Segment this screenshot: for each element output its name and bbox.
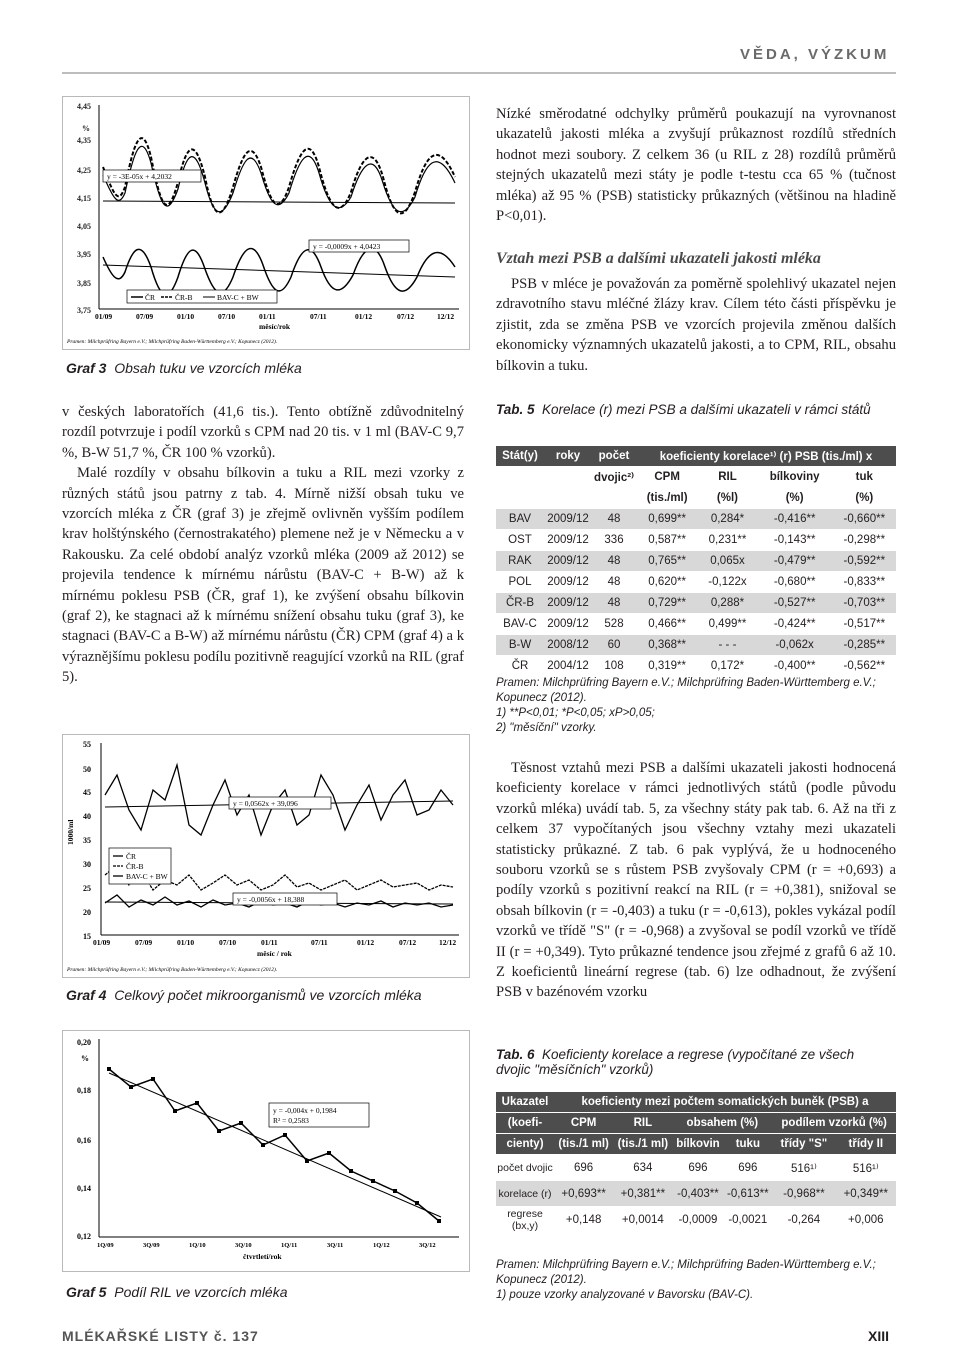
right-paragraph-1: Nízké směrodatné odchylky průměrů poukazují na vyrovnanost ukazatelů jakosti mléka a zvyšují průkaznost rozdílů středních hodnot mezi soubory. Z celkem 36 (u RIL z 28) rozdílů průměrů stejných ukazatelů mezi státy je podle t-testu cca 65 % (tučnost mléka) až 95 % (PSB) statisticky průkazných (většinou na hladině P<0,01). [496, 106, 896, 225]
table5-cell: -0,285** [833, 635, 896, 656]
g3-xtick: 12/12 [437, 312, 455, 321]
table5-cell: 0,288* [698, 593, 756, 614]
table5-cell: -0,703** [833, 593, 896, 614]
t5-h-unit: (%) [757, 488, 833, 509]
t5-h-unit: (%) [833, 488, 896, 509]
table6-cell: +0,148 [554, 1207, 613, 1233]
t6-h-share: podílem vzorků (%) [772, 1113, 896, 1134]
table6-cell: -0,0009 [672, 1207, 723, 1233]
g4-xtick: 07/12 [399, 938, 417, 947]
table5-row [496, 572, 896, 593]
graph3-svg [63, 97, 469, 349]
t5-h-pairs: dvojic²⁾ [592, 467, 636, 488]
t6-h-indicator: Ukazatel [496, 1092, 554, 1113]
table5-cell: 2009/12 [544, 551, 592, 572]
t5-h-years: roky [544, 446, 592, 467]
t6-h-top: koeficienty mezi počtem somatických buněk (PSB) a [554, 1092, 896, 1113]
table5-cell: -0,680** [757, 572, 833, 593]
table5-cell: 0,368** [636, 635, 698, 656]
table5-cell: 2008/12 [544, 635, 592, 656]
table5-caption: Tab. 5 Korelace (r) mezi PSB a dalšími ukazateli v rámci států [496, 402, 871, 417]
table6-row [496, 1181, 896, 1207]
footer-page-number: XIII [868, 1328, 890, 1344]
g4-legend: BAV-C + BW [126, 872, 168, 881]
t6-h-content: obsahem (%) [672, 1113, 772, 1134]
g5-xtick: 1Q/09 [97, 1242, 114, 1249]
table5-cell: 2009/12 [544, 593, 592, 614]
g5-ytick: 0,20 [77, 1038, 91, 1047]
g4-xtick: 07/09 [135, 938, 153, 947]
table5-cell: 0,499** [698, 614, 756, 635]
table6-cell: 634 [613, 1155, 672, 1181]
section-title: Vztah mezi PSB a dalšími ukazateli jakosti mléka [496, 250, 821, 267]
left-paragraph-1: v českých laboratořích (41,6 tis.). Tento obtížně zdůvodnitelný rozdíl potvrzuje i podíl vzorků s CPM nad 20 tis. v 1 ml (BAV-C 9,7 %, B-W 51,7 %, ČR 100 % vzorků). [62, 404, 464, 461]
g4-ytick: 15 [83, 932, 91, 941]
table5-row [496, 635, 896, 656]
g3-xtick: 01/12 [355, 312, 373, 321]
g3-legend: BAV-C + BW [217, 293, 259, 302]
table5-cell: 2009/12 [544, 614, 592, 635]
t5-h-fat: tuk [833, 467, 896, 488]
table5-cell: 0,231** [698, 530, 756, 551]
g3-xtick: 07/12 [397, 312, 415, 321]
table5-row [496, 551, 896, 572]
g3-xtick: 07/09 [136, 312, 154, 321]
table5-cell: -0,122x [698, 572, 756, 593]
table6-cell: +0,381** [613, 1181, 672, 1207]
g5-ytick: 0,16 [77, 1136, 91, 1145]
table5-cell: -0,298** [833, 530, 896, 551]
g3-eq2: y = -0,0009x + 4,0423 [313, 242, 381, 251]
g3-xtick: 07/11 [310, 312, 327, 321]
table6 [496, 1092, 896, 1233]
left-paragraph-2: Malé rozdíly v obsahu bílkovin a tuku a RIL mezi vzorky z různých států jsou patrny z tab. 4. Mírně nižší obsah tuku ve vzorcích mléka z ČR (graf 3) je zřejmě ovlivněn vyšším podílem krav holštýnského (černostrakatého) plemene než je v Německu a v Rakousku. Za celé období analýz vzorků mléka (2009 až 2012) se projevila tendence k mírnému nárůstu (BAV-C + B-W) až k mírnému poklesu PSB (ČR, graf 1), ke zvýšení obsahu bílkovin (graf 2), ke stagnaci až k mírnému snížení obsahu tuku (graf 3), ke stagnaci (BAV-C a B-W) až mírnému nárůstu (ČR) CPM (graf 4) a k výraznějšímu poklesu podílu pozitivně reagující vzorků na RIL (graf 5). [62, 465, 464, 686]
g4-eq1: y = 0,0562x + 39,096 [233, 799, 298, 808]
t6-h-ril: RIL [613, 1113, 672, 1134]
g5-eq1: y = -0,004x + 0,1984 [273, 1106, 337, 1115]
g4-eq2: y = -0,0056x + 18,388 [237, 895, 305, 904]
table5-cell: 0,319** [636, 656, 698, 677]
right-paragraph-2: PSB v mléce je považován za poměrně spolehlivý ukazatel nejen zdravotního stavu mléčné žlázy krav. Cílem této části příspěvku je zjistit, zda se změna PSB ve vzorcích projevila změnou dalších ekonomicky významných ukazatelů jakosti, a to CPM, RIL, obsahu bílkovin a tuku. [496, 276, 896, 374]
table6-row-label: korelace (r) [496, 1181, 554, 1207]
t5-h-protein: bílkoviny [757, 467, 833, 488]
table6-cell: 696 [723, 1155, 772, 1181]
t5-h-coef: koeficienty korelace¹⁾ (r) PSB (tis./ml) x [636, 446, 896, 467]
g3-ytick: % [82, 124, 90, 133]
g3-xtick: 01/09 [95, 312, 113, 321]
t6-h-cpm: CPM [554, 1113, 613, 1134]
table5-cell: ČR [496, 656, 544, 677]
table6-row-label: počet dvojic [496, 1155, 554, 1181]
g4-ytick: 35 [83, 836, 91, 845]
table6-row-label: regrese (bx,y) [496, 1207, 554, 1233]
g3-xlabel: měsíc/rok [259, 322, 291, 331]
g5-ytick: 0,18 [77, 1086, 91, 1095]
section-header: VĚDA, VÝZKUM [740, 46, 890, 63]
table5-row [496, 614, 896, 635]
t6-h-bot: (tis./1 ml) [613, 1134, 672, 1155]
table5-cell: 2009/12 [544, 572, 592, 593]
g4-xtick: 01/11 [261, 938, 278, 947]
graph5-caption: Graf 5 Podíl RIL ve vzorcích mléka [66, 1284, 288, 1300]
t6-h-indicator: (koefi- [496, 1113, 554, 1134]
table5-row [496, 509, 896, 530]
table5-cell: 48 [592, 509, 636, 530]
graph5-figure [62, 1030, 470, 1272]
table5-cell: 0,172* [698, 656, 756, 677]
g5-ytick: 0,12 [77, 1232, 91, 1241]
table6-cell: 696 [672, 1155, 723, 1181]
table5-cell: 0,699** [636, 509, 698, 530]
table5-cell: BAV-C [496, 614, 544, 635]
table5-cell: 2009/12 [544, 509, 592, 530]
t5-h-count: počet [592, 446, 636, 467]
g3-xtick: 01/11 [259, 312, 276, 321]
table5-cell: 0,065x [698, 551, 756, 572]
t5-h-unit: (%l) [698, 488, 756, 509]
table5-cell: -0,062x [757, 635, 833, 656]
table6-source: Pramen: Milchprüfring Bayern e.V.; Milchprüfring Baden-Württemberg e.V.; Kopunecz (2012). 1) pouze vzorky analyzované v Bavorsku (BAV-C). [496, 1259, 876, 1301]
graph4-caption: Graf 4 Celkový počet mikroorganismů ve vzorcích mléka [66, 987, 422, 1003]
table5-cell: 0,765** [636, 551, 698, 572]
table5-source: Pramen: Milchprüfring Bayern e.V.; Milchprüfring Baden-Württemberg e.V.; Kopunecz (2012). 1) **P<0,01; *P<0,05; xP>0,05; 2) "měsíční" vzorky. [496, 677, 876, 734]
g3-legend: ČR [145, 293, 156, 302]
table5-cell: 2004/12 [544, 656, 592, 677]
table5-cell: 528 [592, 614, 636, 635]
table5-cell: -0,660** [833, 509, 896, 530]
table5-cell: 48 [592, 551, 636, 572]
g5-xtick: 3Q/11 [327, 1242, 344, 1249]
table5-cell: 336 [592, 530, 636, 551]
t6-h-bot: třídy II [836, 1134, 896, 1155]
table5-row [496, 530, 896, 551]
graph3-caption: Graf 3 Obsah tuku ve vzorcích mléka [66, 360, 302, 376]
g3-ytick: 3,95 [77, 250, 91, 259]
g4-ylabel: 1000/ml [66, 819, 75, 845]
g4-ytick: 30 [83, 860, 91, 869]
table5 [496, 446, 896, 677]
g5-eq2: R² = 0,2583 [273, 1116, 309, 1125]
table5-cell: POL [496, 572, 544, 593]
graph3-figure [62, 96, 470, 350]
table5-cell: -0,424** [757, 614, 833, 635]
g4-xtick: 01/10 [177, 938, 195, 947]
table6-cell: +0,006 [836, 1207, 896, 1233]
g5-xtick: 3Q/09 [143, 1242, 160, 1249]
g3-ytick: 4,25 [77, 166, 91, 175]
table5-cell: -0,592** [833, 551, 896, 572]
g3-series-cr [103, 248, 455, 294]
t5-h-cpm: CPM [636, 467, 698, 488]
table5-cell: 0,587** [636, 530, 698, 551]
table6-cell: 516¹⁾ [836, 1155, 896, 1181]
table5-cell: -0,833** [833, 572, 896, 593]
g5-xtick: 1Q/12 [373, 1242, 390, 1249]
table5-cell: -0,400** [757, 656, 833, 677]
g3-ytick: 4,05 [77, 222, 91, 231]
g4-ytick: 40 [83, 812, 91, 821]
t5-h-unit: (tis./ml) [636, 488, 698, 509]
g3-eq1: y = -3E-05x + 4,2032 [107, 172, 172, 181]
table6-cell: -0,0021 [723, 1207, 772, 1233]
g4-ytick: 45 [83, 788, 91, 797]
g4-xlabel: měsíc / rok [257, 949, 292, 958]
t5-h-ril: RIL [698, 467, 756, 488]
table5-cell: 60 [592, 635, 636, 656]
g4-ytick: 25 [83, 884, 91, 893]
t6-h-bot: třídy "S" [772, 1134, 835, 1155]
table5-cell: ČR-B [496, 593, 544, 614]
table5-cell: -0,562** [833, 656, 896, 677]
table5-cell: RAK [496, 551, 544, 572]
table5-cell: 0,729** [636, 593, 698, 614]
g3-ytick: 3,85 [77, 279, 91, 288]
table6-row [496, 1155, 896, 1181]
t6-h-bot: bílkovin [672, 1134, 723, 1155]
g3-ytick: 4,35 [77, 136, 91, 145]
table5-cell: -0,527** [757, 593, 833, 614]
g3-legend: ČR-B [175, 293, 193, 302]
g4-xtick: 07/11 [311, 938, 328, 947]
table5-cell: -0,517** [833, 614, 896, 635]
g4-xtick: 12/12 [439, 938, 457, 947]
table5-cell: BAV [496, 509, 544, 530]
table5-cell: OST [496, 530, 544, 551]
table6-row [496, 1207, 896, 1233]
g4-source: Pramen: Milchprüfring Bayern e.V.; Milchprüfring Baden-Württemberg e.V.; Kopunecz (2012). [67, 967, 278, 973]
table5-row [496, 593, 896, 614]
left-column-text [62, 402, 464, 688]
table6-cell: -0,968** [772, 1181, 835, 1207]
table5-cell: 0,466** [636, 614, 698, 635]
table5-cell: -0,143** [757, 530, 833, 551]
g4-ytick: 20 [83, 908, 91, 917]
table5-cell: 48 [592, 572, 636, 593]
t6-h-bot: (tis./1 ml) [554, 1134, 613, 1155]
table6-caption: Tab. 6 Koeficienty korelace a regrese (vypočítané ze všech dvojic "měsíčních" vzorků) [496, 1047, 855, 1077]
graph4-svg [63, 735, 469, 977]
table6-cell: -0,613** [723, 1181, 772, 1207]
g5-xtick: 3Q/12 [419, 1242, 436, 1249]
table5-row [496, 656, 896, 677]
table5-cell: 108 [592, 656, 636, 677]
table6-cell: +0,0014 [613, 1207, 672, 1233]
table5-cell: 0,620** [636, 572, 698, 593]
table6-cell: +0,693** [554, 1181, 613, 1207]
g5-xlabel: čtvrtletí/rok [243, 1252, 282, 1261]
t5-h-state: Stát(y) [496, 446, 544, 467]
table6-cell: 696 [554, 1155, 613, 1181]
table5-cell: -0,416** [757, 509, 833, 530]
t6-h-bot: tuku [723, 1134, 772, 1155]
table5-cell: - - - [698, 635, 756, 656]
g4-legend: ČR [126, 852, 137, 861]
table5-cell: 0,284* [698, 509, 756, 530]
g5-ytick: % [81, 1054, 89, 1063]
table5-cell: -0,479** [757, 551, 833, 572]
graph4-figure [62, 734, 470, 978]
right-paragraph-3: Těsnost vztahů mezi PSB a dalšími ukazateli jakosti hodnocená koeficienty korelace v rámci jednotlivých států (podle původu vzorků mléka) uvádí tab. 5, za všechny státy pak tab. 6. Až na tři z celkem 37 vypočítaných jsou všechny vztahy mezi ukazateli statisticky průkazné. Z tab. 6 pak vyplývá, že u hodnoceného souboru vzorků se s růstem PSB zvyšovaly CPM (r = +0,693) a podíly vzorků s pozitivní reakcí na RIL (r = +0,381), snižoval se obsah bílkovin (r = -0,403) a tuku (r = -0,613), pokles vykázal podíl vzorků ve třídě "S" (r = -0,968) a zvyšoval se podíl vzorků ve třídě II (r = +0,349). Tyto průkazné tendence jsou zřejmé z grafů 6 až 10. Z koeficientů lineární regrese (tab. 6) lze odhadnout, že zvýšení PSB v bazénovém vzorku [496, 760, 896, 1001]
table6-cell: -0,264 [772, 1207, 835, 1233]
g4-xtick: 07/10 [219, 938, 237, 947]
g4-xtick: 01/09 [93, 938, 111, 947]
g4-ytick: 55 [83, 740, 91, 749]
t6-h-indicator: cienty) [496, 1134, 554, 1155]
table5-cell: 2009/12 [544, 530, 592, 551]
g5-xtick: 1Q/11 [281, 1242, 298, 1249]
table6-cell: +0,349** [836, 1181, 896, 1207]
g4-xtick: 01/12 [357, 938, 375, 947]
header-rule [62, 72, 896, 74]
table5-cell: 48 [592, 593, 636, 614]
footer-journal: MLÉKAŘSKÉ LISTY č. 137 [62, 1328, 259, 1344]
g3-xtick: 01/10 [177, 312, 195, 321]
g3-ytick: 4,45 [77, 102, 91, 111]
table6-cell: -0,403** [672, 1181, 723, 1207]
g4-legend: ČR-B [126, 862, 144, 871]
table5-cell: B-W [496, 635, 544, 656]
graph5-svg [63, 1031, 469, 1271]
g4-ytick: 50 [83, 765, 91, 774]
g3-source: Pramen: Milchprüfring Bayern e.V.; Milchprüfring Baden-Württemberg e.V.; Kopunecz (2012). [67, 339, 278, 345]
g3-ytick: 3,75 [77, 306, 91, 315]
g3-ytick: 4,15 [77, 194, 91, 203]
g5-xtick: 3Q/10 [235, 1242, 252, 1249]
g5-ytick: 0,14 [77, 1184, 91, 1193]
g5-xtick: 1Q/10 [189, 1242, 206, 1249]
g3-xtick: 07/10 [218, 312, 236, 321]
table6-cell: 516¹⁾ [772, 1155, 835, 1181]
